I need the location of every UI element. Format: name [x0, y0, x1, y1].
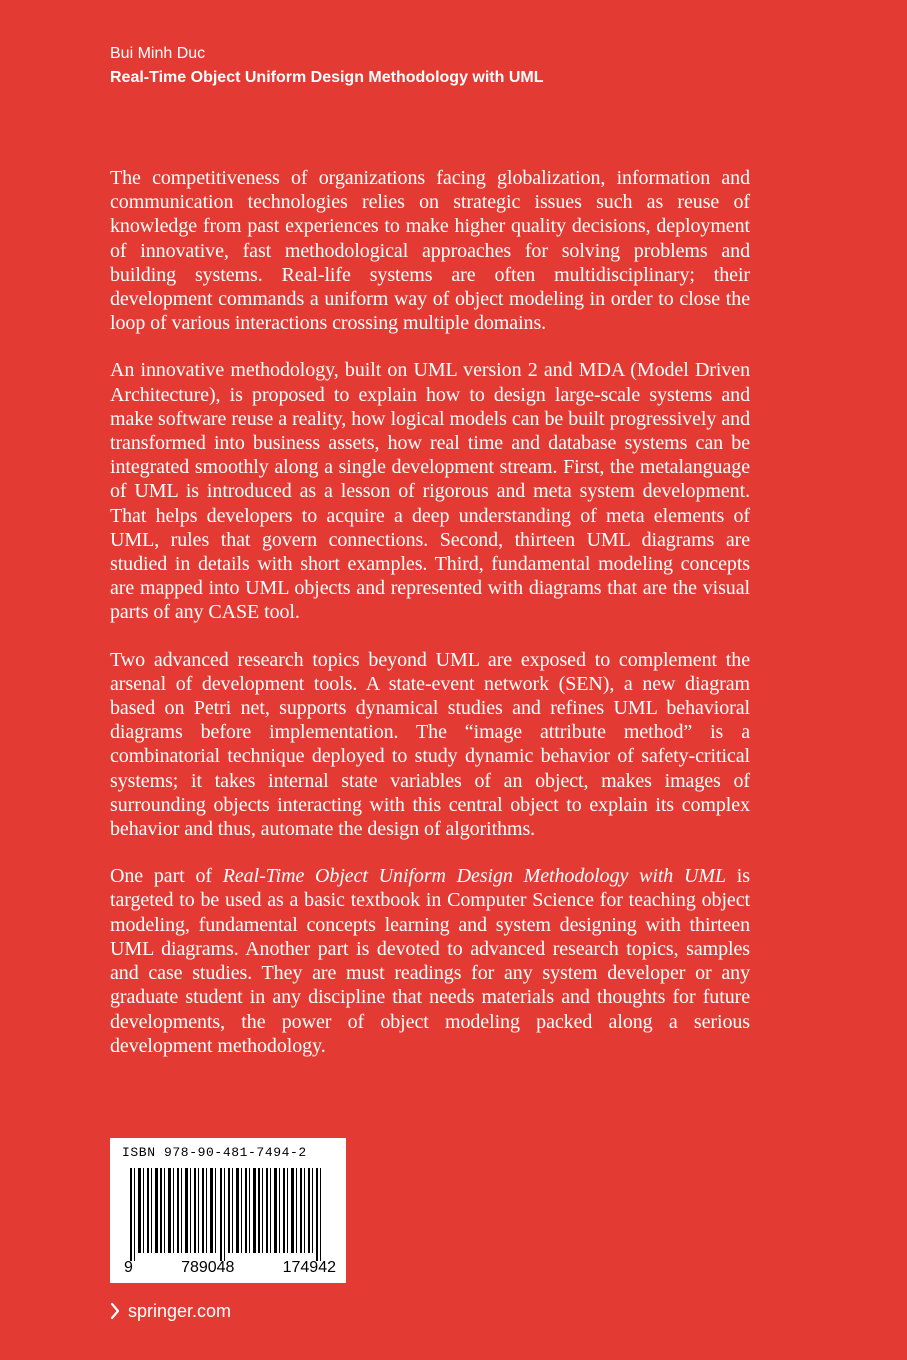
book-title: Real-Time Object Uniform Design Methodology with UML	[110, 69, 544, 86]
description-paragraph-3: Two advanced research topics beyond UML are exposed to complement the arsenal of development tools. A state-event network (SEN), a new diagram based on Petri net, supports dynamical studies and refines UML behavioral diagrams before implementation. The “image attribute method” is a combinatorial technique deployed to study dynamic behavior of safety-critical systems; it takes internal state variables of an object, makes images of surrounding objects interacting with this central object to explain its complex behavior and thus, automate the design of algorithms.	[110, 648, 750, 841]
paragraph-4-italic-title: Real-Time Object Uniform Design Methodology with UML	[222, 865, 727, 888]
barcode-digits-lead: 9	[124, 1259, 133, 1276]
barcode-digits	[124, 1260, 336, 1276]
cover-header	[110, 43, 544, 89]
back-cover-description	[110, 166, 750, 1058]
isbn-number: ISBN 978-90-481-7494-2	[122, 1145, 307, 1160]
description-paragraph-4	[110, 864, 750, 1058]
author-name: Bui Minh Duc	[110, 45, 206, 62]
paragraph-4-prefix: One part of	[110, 865, 223, 888]
publisher-url[interactable]: springer.com	[128, 1301, 232, 1321]
chevron-right-icon	[110, 1302, 120, 1320]
description-paragraph-1: The competitiveness of organizations facing globalization, information and communication technologies relies on strategic issues such as reuse of knowledge from past experiences to make higher quality decisions, deployment of innovative, fast methodological approaches for solving problems and building systems. Real-life systems are often multidisciplinary; their development commands a uniform way of object modeling in order to close the loop of various interactions crossing multiple domains.	[110, 167, 750, 335]
barcode-image	[122, 1168, 334, 1265]
barcode-digits-right: 174942	[282, 1259, 336, 1276]
publisher-link[interactable]	[110, 1302, 231, 1320]
barcode-digits-left: 789048	[181, 1259, 235, 1276]
paragraph-4-suffix: is targeted to be used as a basic textbook in Computer Science for teaching object modeling, fundamental concepts learning and system designing with thirteen UML diagrams. Another part is devoted to advanced research topics, samples and case studies. They are must readings for any system developer or any graduate student in any discipline that needs materials and thoughts for future developments, the power of object modeling packed along a serious development methodology.	[110, 865, 750, 1057]
isbn-barcode	[110, 1138, 346, 1283]
description-paragraph-2: An innovative methodology, built on UML version 2 and MDA (Model Driven Architecture), is proposed to explain how to design large-scale systems and make software reuse a reality, how logical models can be built progressively and transformed into business assets, how real time and database systems can be integrated smoothly along a single development stream. First, the metalanguage of UML is introduced as a lesson of rigorous and meta system development. That helps developers to acquire a deep understanding of meta elements of UML, rules that govern connections. Second, thirteen UML diagrams are studied in details with short examples. Third, fundamental modeling concepts are mapped into UML objects and represented with diagrams that are the visual parts of any CASE tool.	[110, 359, 750, 624]
